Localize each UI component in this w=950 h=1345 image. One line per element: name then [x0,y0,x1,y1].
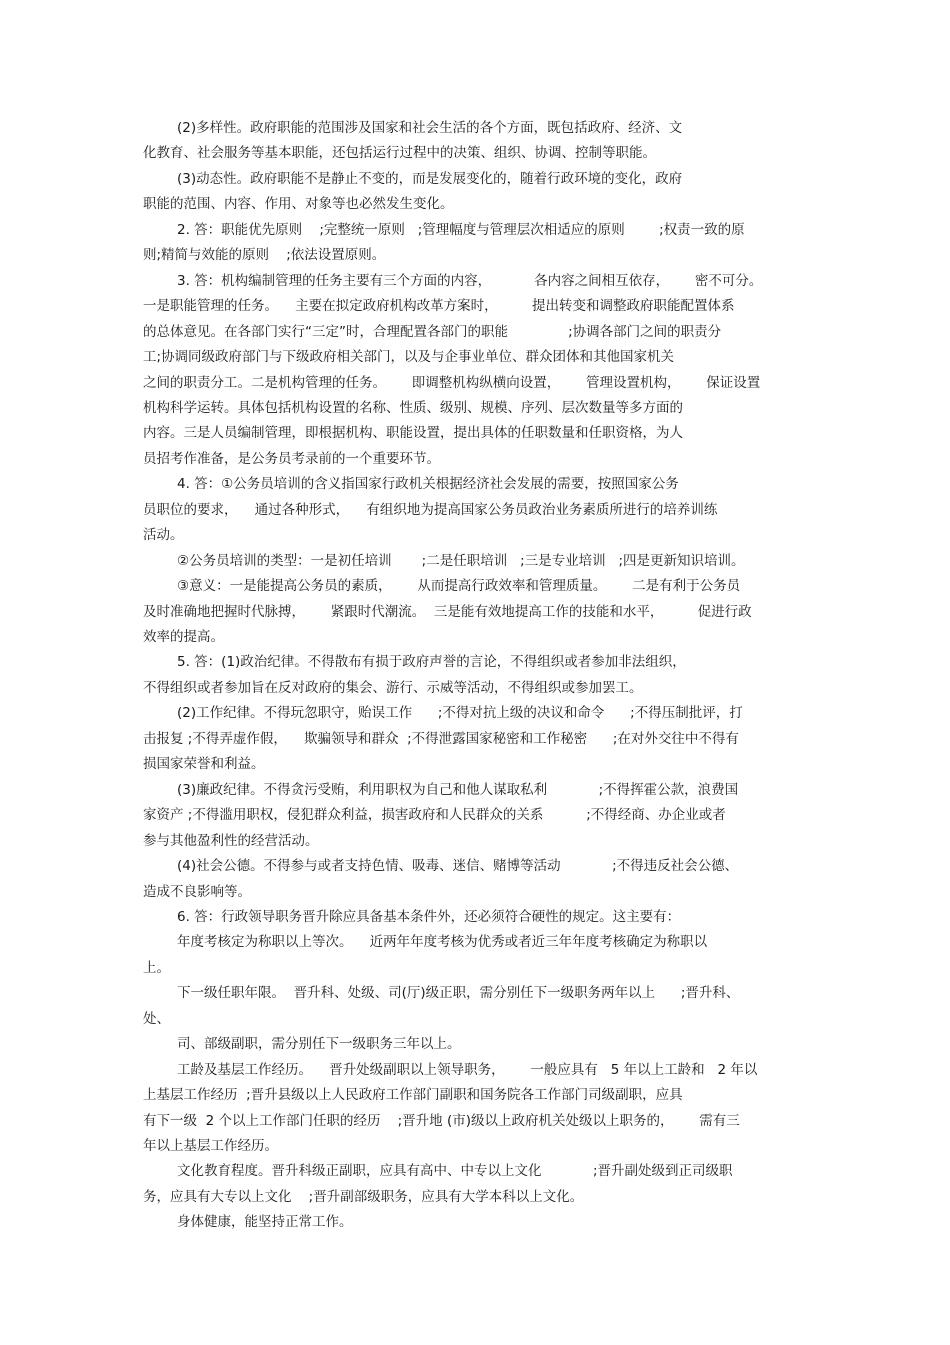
paragraph-first-line: 6. 答：行政领导职务晋升除应具备基本条件外，还必须符合硬性的规定。这主要有： [177,908,681,925]
paragraph-line: 击报复 ;不得弄虚作假， 欺骗领导和群众 ;不得泄露国家秘密和工作秘密 ;在对外交往中不得有 [143,730,739,747]
paragraph-line: 有下一级 2 个以上工作部门任职的经历 ;晋升地 (市)级以上政府机关处级以上职务的， 需有三 [143,1112,740,1129]
paragraph-line: 造成不良影响等。 [143,883,251,900]
paragraph-line: 工;协调同级政府部门与下级政府相关部门，以及与企事业单位、群众团体和其他国家机关 [143,349,675,366]
paragraph-line: 损国家荣誉和利益。 [143,756,265,773]
paragraph-line: 的总体意见。在各部门实行“三定”时，合理配置各部门的职能 ;协调各部门之间的职责分 [143,323,722,340]
paragraph-line: 活动。 [143,527,184,544]
paragraph-first-line: (2)多样性。政府职能的范围涉及国家和社会生活的各个方面，既包括政府、经济、文 [177,120,683,136]
paragraph-first-line: 下一级任职年限。 晋升科、处级、司(厅)级正职，需分别任下一级职务两年以上 ;晋升科、 [177,985,740,1002]
paragraph-line: 参与其他盈利性的经营活动。 [143,832,319,849]
paragraph-first-line: (3)廉政纪律。不得贪污受贿，利用职权为自己和他人谋取私利 ;不得挥霍公款，浪费国 [177,781,739,798]
paragraph-line: 职能的范围、内容、作用、对象等也必然发生变化。 [143,196,454,213]
paragraph-line: 务，应具有大专以上文化 ;晋升副部级职务，应具有大学本科以上文化。 [143,1188,584,1205]
paragraph-first-line: 5. 答：(1)政治纪律。不得散布有损于政府声誉的言论，不得组织或者参加非法组织， [177,654,686,671]
paragraph-line: 家资产 ;不得滥用职权，侵犯群众利益，损害政府和人民群众的关系 ;不得经商、办企业或者 [143,807,726,824]
paragraph-line: 及时准确地把握时代脉搏， 紧跟时代潮流。 三是能有效地提高工作的技能和水平， 促进行政 [143,603,752,620]
paragraph-first-line: ②公务员培训的类型：一是初任培训 ;二是任职培训 ;三是专业培训 ;四是更新知识培训。 [177,552,745,569]
paragraph-line: 内容。三是人员编制管理，即根据机构、职能设置，提出具体的任职数量和任职资格，为人 [143,425,683,442]
paragraph-first-line: 4. 答：①公务员培训的含义指国家行政机关根据经济社会发展的需要，按照国家公务 [177,476,679,493]
paragraph-first-line: (4)社会公德。不得参与或者支持色情、吸毒、迷信、赌博等活动 ;不得违反社会公德、 [177,858,739,875]
paragraph-line: 处、 [143,1010,170,1027]
paragraph-line: 上。 [143,959,170,976]
paragraph-line: 年以上基层工作经历。 [143,1138,278,1154]
paragraph-line: 机构科学运转。具体包括机构设置的名称、性质、级别、规模、序列、层次数量等多方面的 [143,399,683,416]
paragraph-line: 上基层工作经历 ;晋升县级以上人民政府工作部门副职和国务院各工作部门司级副职，应具 [143,1087,683,1104]
paragraph-line: 员招考作准备，是公务员考录前的一个重要环节。 [143,450,440,467]
paragraph-first-line: 年度考核定为称职以上等次。 近两年年度考核为优秀或者近三年年度考核确定为称职以 [177,934,708,951]
paragraph-first-line: 工龄及基层工作经历。 晋升处级副职以上领导职务， 一般应具有 5 年以上工龄和 2 年以 [177,1061,758,1078]
paragraph-first-line: 司、部级副职，需分别任下一级职务三年以上。 [177,1036,461,1053]
paragraph-first-line: ③意义：一是能提高公务员的素质， 从而提高行政效率和管理质量。 二是有利于公务员 [177,578,741,595]
paragraph-first-line: (3)动态性。政府职能不是静止不变的，而是发展变化的，随着行政环境的变化，政府 [177,170,683,187]
paragraph-first-line: 2. 答：职能优先原则 ;完整统一原则 ;管理幅度与管理层次相适应的原则 ;权责一致的原 [177,221,745,238]
paragraph-first-line: 身体健康，能坚持正常工作。 [177,1214,353,1231]
paragraph-first-line: 文化教育程度。晋升科级正副职，应具有高中、中专以上文化 ;晋升副处级到正司级职 [177,1163,733,1180]
paragraph-line: 效率的提高。 [143,629,224,645]
paragraph-line: 之间的职责分工。二是机构管理的任务。 即调整机构纵横向设置， 管理设置机构， 保证设置 [143,374,761,391]
paragraph-line: 一是职能管理的任务。 主要在拟定政府机构改革方案时， 提出转变和调整政府职能配置体系 [143,298,735,315]
paragraph-line: 员职位的要求， 通过各种形式， 有组织地为提高国家公务员政治业务素质所进行的培养训练 [143,501,718,518]
paragraph-first-line: (2)工作纪律。不得玩忽职守，贻误工作 ;不得对抗上级的决议和命令 ;不得压制批评，打 [177,705,743,722]
paragraph-line: 则;精简与效能的原则 ;依法设置原则。 [143,247,386,264]
paragraph-line: 化教育、社会服务等基本职能，还包括运行过程中的决策、组织、协调、控制等职能。 [143,145,656,162]
paragraph-first-line: 3. 答：机构编制管理的任务主要有三个方面的内容， 各内容之间相互依存， 密不可分。 [177,272,763,289]
paragraph-line: 不得组织或者参加旨在反对政府的集会、游行、示威等活动，不得组织或参加罢工。 [143,679,643,696]
